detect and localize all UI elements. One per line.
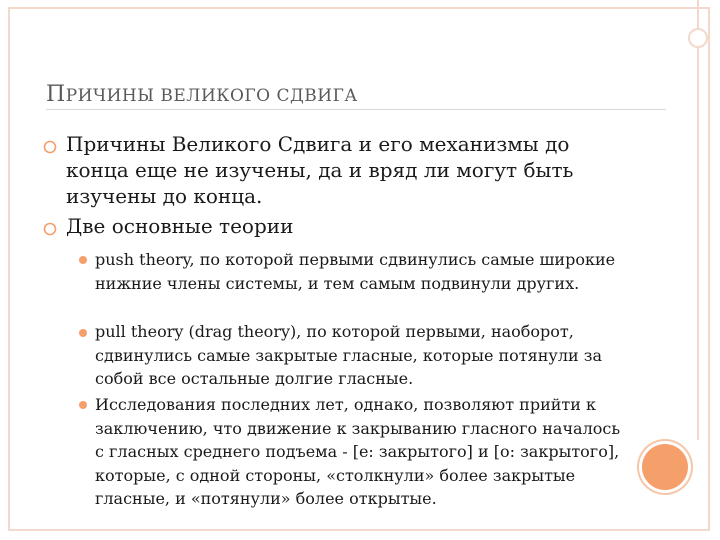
title-first-letter: П	[46, 82, 66, 107]
decorative-ring	[688, 28, 708, 48]
sub-bullet-3-text: Исследования последних лет, однако, позволяют прийти к заключению, что движение к закрыванию гласного началось с гласных среднего подъема - [e: закрытого] и [o: закрытого], которые, с одной стороны, «столкнули» более закрытые гласные, и «потянули» более открытые.	[95, 395, 621, 508]
title-rest: РИЧИНЫ ВЕЛИКОГО СДВИГА	[65, 86, 358, 106]
filled-circle-icon	[79, 401, 87, 409]
sub-bullet-2-text: pull theory (drag theory), по которой первыми, наоборот, сдвинулись самые закрытые гласные, которые потянули за собой все остальные долгие гласные.	[95, 322, 602, 388]
title-underline	[46, 109, 666, 110]
filled-circle-icon	[79, 329, 87, 337]
decorative-orange-circle	[642, 444, 688, 490]
hollow-circle-icon	[43, 222, 57, 236]
bullet-2-text: Две основные теории	[66, 214, 294, 238]
filled-circle-icon	[79, 256, 87, 264]
bullet-1-text: Причины Великого Сдвига и его механизмы до конца еще не изучены, да и вряд ли могут быть изучены до конца.	[66, 132, 574, 208]
sub-bullet-1-text: push theory, по которой первыми сдвинулись самые широкие нижние члены системы, и тем самым подвинули других.	[95, 250, 616, 293]
decorative-vertical-line	[697, 0, 699, 440]
slide-title	[46, 82, 358, 107]
hollow-circle-icon	[43, 140, 57, 154]
